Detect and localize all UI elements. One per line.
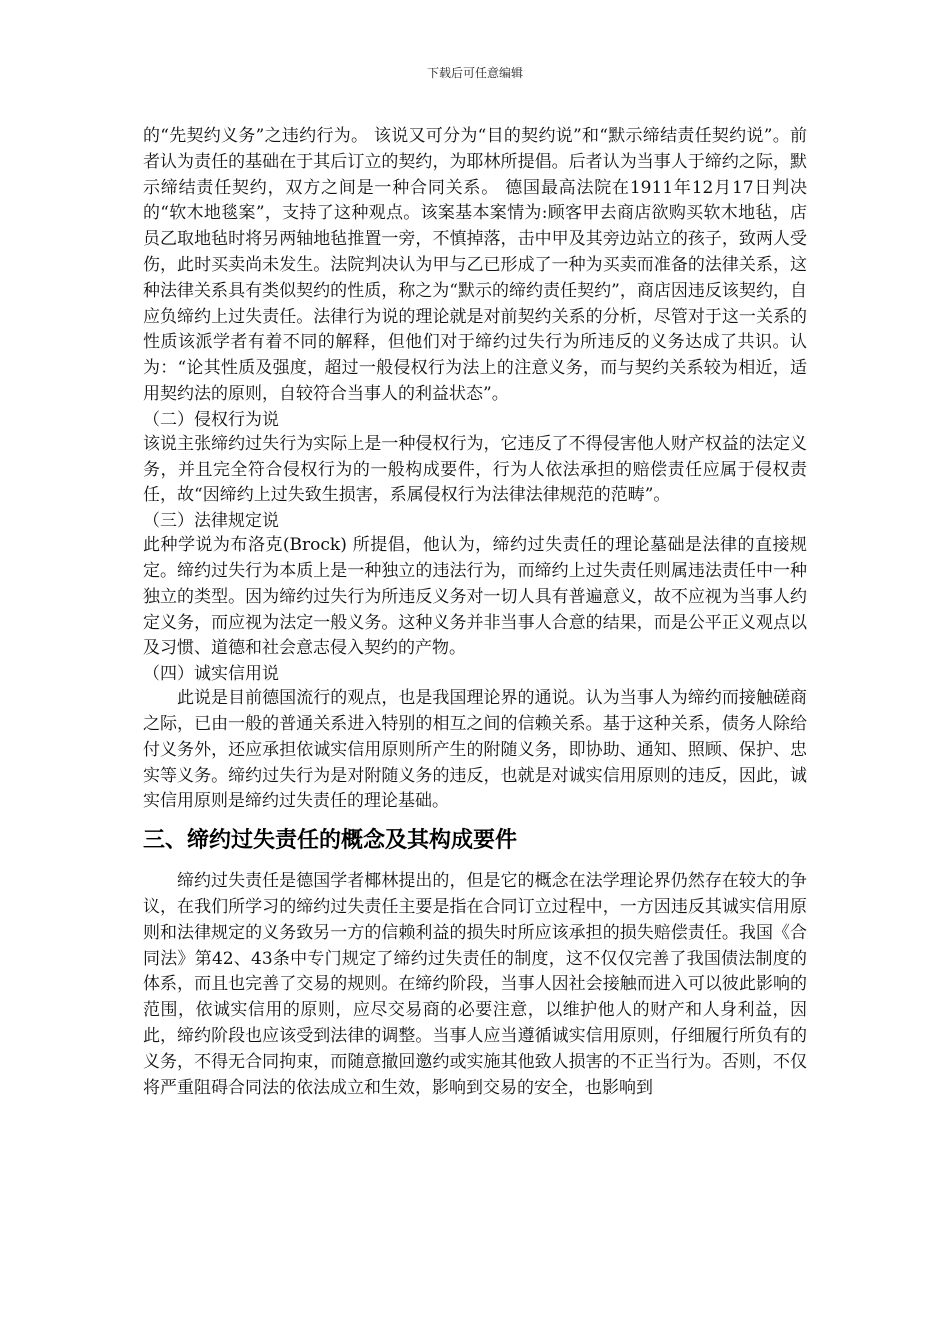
section-title: 三、缔约过失责任的概念及其构成要件: [143, 828, 518, 854]
subheading-statutory-theory: （三）法律规定说: [143, 511, 279, 532]
paragraph-statutory-theory: 此种学说为布洛克(Brock) 所提倡，他认为，缔约过失责任的理论墓础是法律的直接规定。缔约过失行为本质上是一种独立的违法行为，而缔约上过失责任则属违法责任中一种独立的类型。因为缔约过失行为所违反义务对一切人具有普遍意义，故不应视为当事人约定义务，而应视为法定一般义务。这种义务并非当事人合意的结果，而是公平正义观点以及习惯、道德和社会意志侵入契约的产物。: [143, 535, 807, 659]
page-header: 下载后可任意编辑: [426, 66, 523, 80]
paragraph-good-faith-theory: 此说是目前德国流行的观点，也是我国理论界的通说。认为当事人为缔约而接触磋商之际，已由一般的普通关系进入特别的相互之间的信赖关系。基于这种关系，债务人除给付义务外，还应承担依诚实信用原则所产生的附随义务，即协助、通知、照顾、保护、忠实等义务。缔约过失行为是对附随义务的违反，也就是对诚实信用原则的违反，因此，诚实信用原则是缔约过失责任的理论基础。: [143, 688, 807, 812]
document-body: [143, 124, 807, 1101]
subheading-good-faith-theory: （四）诚实信用说: [143, 664, 279, 685]
paragraph-tort-theory: 该说主张缔约过失行为实际上是一种侵权行为，它违反了不得侵害他人财产权益的法定义务，并且完全符合侵权行为的一般构成要件，行为人依法承担的赔偿责任应属于侵权责任，故“因缔约上过失致生损害，系属侵权行为法律法律规范的范畴”。: [143, 433, 807, 506]
paragraph-contract-theory: 的“先契约义务”之违约行为。 该说又可分为“目的契约说”和“默示缔结责任契约说”。前者认为责任的基础在于其后订立的契约，为耶林所提倡。后者认为当事人于缔约之际，默示缔结责任契约，双方之间是一种合同关系。 德国最高法院在1911年12月17日判决的“软木地毯案”，支持了这种观点。该案基本案情为:顾客甲去商店欲购买软木地毡，店员乙取地毡时将另两轴地毡推置一旁，不慎掉落，击中甲及其旁边站立的孩子，致两人受伤，此时买卖尚未发生。法院判决认为甲与乙已形成了一种为买卖而准备的法律关系，这种法律关系具有类似契约的性质，称之为“默示的缔约责任契约”，商店因违反该契约，自应负缔约上过失责任。法律行为说的理论就是对前契约关系的分析，尽管对于这一关系的性质该派学者有着不同的解释，但他们对于缔约过失行为所违反的义务达成了共识。认为：“论其性质及强度，超过一般侵权行为法上的注意义务，而与契约关系较为相近，适用契约法的原则，自较符合当事人的利益状态”。: [143, 126, 807, 404]
subheading-tort-theory: （二）侵权行为说: [143, 409, 279, 430]
paragraph-concept: 缔约过失责任是德国学者椰林提出的，但是它的概念在法学理论界仍然存在较大的争议，在我们所学习的缔约过失责任主要是指在合同订立过程中，一方因违反其诚实信用原则和法律规定的义务致另一方的信赖利益的损失时所应该承担的损失赔偿责任。我国《合同法》第42、43条中专门规定了缔约过失责任的制度，这不仅仅完善了我国债法制度的体系，而且也完善了交易的规则。在缔约阶段，当事人因社会接触而进入可以彼此影响的范围，依诚实信用的原则，应尽交易商的必要注意，以维护他人的财产和人身利益，因此，缔约阶段也应该受到法律的调整。当事人应当遵循诚实信用原则，仔细履行所负有的义务，不得无合同拘束，而随意撤回邀约或实施其他致人损害的不正当行为。否则，不仅将严重阻碍合同法的依法成立和生效，影响到交易的安全，也影响到: [143, 871, 807, 1098]
